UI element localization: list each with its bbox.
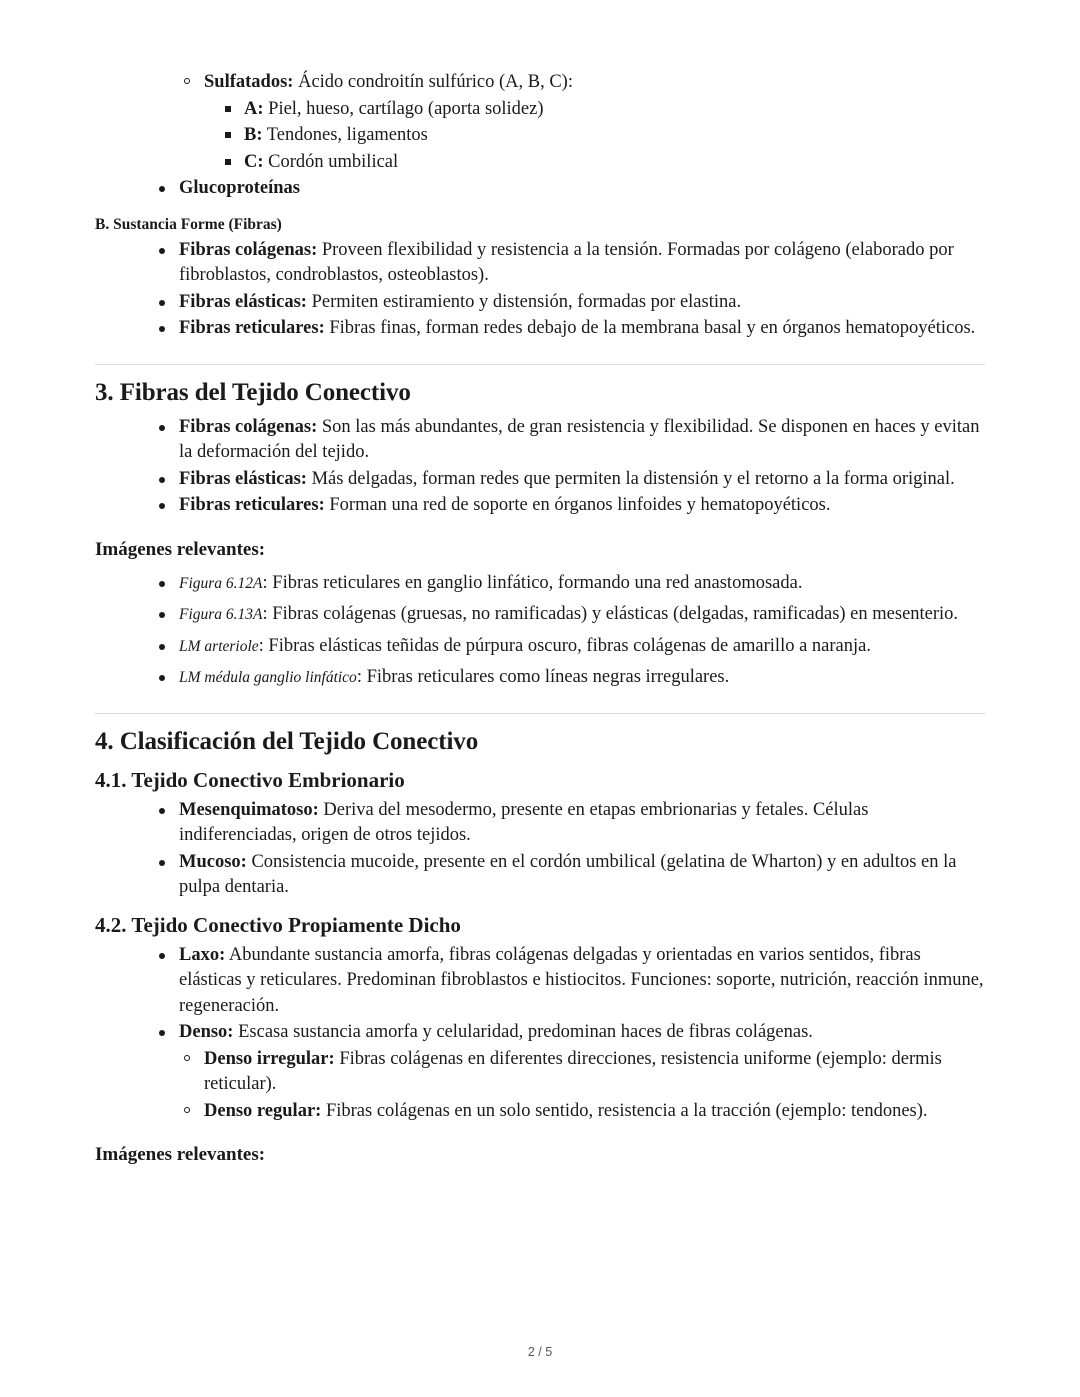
section-b-list xyxy=(95,238,985,342)
list-item xyxy=(220,150,985,176)
item-label: Fibras colágenas: xyxy=(179,416,318,437)
item-label: C: xyxy=(244,151,264,172)
list-item xyxy=(180,1047,985,1098)
section-divider xyxy=(95,364,985,365)
list-item xyxy=(155,415,985,466)
list-item xyxy=(180,70,985,96)
item-label: Fibras reticulares: xyxy=(179,495,325,516)
item-text: : Fibras reticulares como líneas negras irregulares. xyxy=(356,667,730,688)
item-label: Fibras elásticas: xyxy=(179,468,307,489)
section-4-2-heading: 4.2. Tejido Conectivo Propiamente Dicho xyxy=(95,912,461,937)
item-label: B: xyxy=(244,125,263,146)
item-text: Permiten estiramiento y distensión, formadas por elastina. xyxy=(306,291,742,312)
item-text: Consistencia mucoide, presente en el cordón umbilical (gelatina de Wharton) y en adultos en la pulpa dentaria. xyxy=(179,851,957,898)
item-label: Sulfatados: xyxy=(204,72,294,92)
item-text: : Fibras reticulares en ganglio linfático, formando una red anastomosada. xyxy=(262,572,803,593)
sulfatados-list xyxy=(95,70,985,96)
item-text: Fibras finas, forman redes debajo de la membrana basal y en órganos hematopoyéticos. xyxy=(324,318,976,339)
section-3-heading: 3. Fibras del Tejido Conectivo xyxy=(95,378,411,406)
item-text: Tendones, ligamentos xyxy=(262,125,428,146)
list-item xyxy=(155,943,985,1020)
list-item xyxy=(180,1099,985,1125)
list-item xyxy=(155,602,985,628)
figure-reference: LM médula ganglio linfático xyxy=(179,669,357,687)
list-item xyxy=(155,238,985,289)
list-item xyxy=(220,123,985,149)
figure-reference: Figura 6.12A xyxy=(179,574,263,592)
section-b-heading: B. Sustancia Forme (Fibras) xyxy=(95,215,282,233)
item-text: Son las más abundantes, de gran resistencia y flexibilidad. Se disponen en haces y evitan la deformación del tejido. xyxy=(179,416,980,463)
section-4-2-list xyxy=(95,943,985,1046)
item-label: Denso irregular: xyxy=(204,1048,335,1069)
item-text: Escasa sustancia amorfa y celularidad, predominan haces de fibras colágenas. xyxy=(233,1022,813,1043)
denso-sublist xyxy=(95,1047,985,1125)
list-item xyxy=(155,493,985,519)
page-content xyxy=(95,70,985,1166)
list-item xyxy=(155,850,985,901)
list-item xyxy=(220,97,985,123)
item-text: Abundante sustancia amorfa, fibras colágenas delgadas y orientadas en varios sentidos, fibras elásticas y reticulares. Predominan fibroblastos e histiocitos. Funciones: soporte, nutrición, reacción inmune, regeneración. xyxy=(179,944,984,1016)
figure-reference: Figura 6.13A xyxy=(179,606,263,624)
item-text: Forman una red de soporte en órganos linfoides y hematopoyéticos. xyxy=(324,495,831,516)
list-item xyxy=(155,1020,985,1046)
item-label: Mesenquimatoso: xyxy=(179,799,319,820)
list-item xyxy=(155,316,985,342)
sulfatados-sublist xyxy=(95,97,985,176)
section-4-1-list xyxy=(95,798,985,901)
item-text: Fibras colágenas en diferentes direcciones, resistencia uniforme (ejemplo: dermis reticular). xyxy=(204,1048,942,1095)
item-label: Glucoproteínas xyxy=(179,178,300,199)
item-text: Ácido condroitín sulfúrico (A, B, C): xyxy=(293,72,573,92)
item-text: Fibras colágenas en un solo sentido, resistencia a la tracción (ejemplo: tendones). xyxy=(321,1100,928,1121)
item-text: Cordón umbilical xyxy=(263,151,399,172)
list-item xyxy=(155,571,985,597)
section-4-images-label: Imágenes relevantes: xyxy=(95,1144,266,1166)
page-footer: 2 / 5 xyxy=(527,1345,553,1359)
item-text: Proveen flexibilidad y resistencia a la tensión. Formadas por colágeno (elaborado por fibroblastos, condroblastos, osteoblastos). xyxy=(179,239,954,286)
list-item xyxy=(155,467,985,493)
item-label: Fibras reticulares: xyxy=(179,318,325,339)
item-label: Laxo: xyxy=(179,944,226,965)
section-3-images-label: Imágenes relevantes: xyxy=(95,538,266,560)
item-label: Fibras colágenas: xyxy=(179,239,318,260)
item-label: Denso: xyxy=(179,1022,234,1043)
section-4-heading: 4. Clasificación del Tejido Conectivo xyxy=(95,727,479,755)
glucoproteinas-list xyxy=(95,176,985,202)
list-item xyxy=(155,176,985,202)
item-label: Fibras elásticas: xyxy=(179,291,307,312)
section-3-images-list xyxy=(95,571,985,691)
list-item xyxy=(155,798,985,849)
item-text: Deriva del mesodermo, presente en etapas embrionarias y fetales. Células indiferenciadas, origen de otros tejidos. xyxy=(179,799,869,846)
section-divider xyxy=(95,713,985,714)
item-label: A: xyxy=(244,98,264,119)
item-label: Denso regular: xyxy=(204,1100,322,1121)
item-text: : Fibras elásticas teñidas de púrpura oscuro, fibras colágenas de amarillo a naranja. xyxy=(258,635,871,656)
list-item xyxy=(155,290,985,316)
section-4-1-heading: 4.1. Tejido Conectivo Embrionario xyxy=(95,767,405,792)
figure-reference: LM arteriole xyxy=(179,637,259,655)
item-label: Mucoso: xyxy=(179,851,247,872)
section-3-list xyxy=(95,415,985,519)
item-text: Piel, hueso, cartílago (aporta solidez) xyxy=(263,98,544,119)
item-text: Más delgadas, forman redes que permiten la distensión y el retorno a la forma original. xyxy=(306,468,955,489)
list-item xyxy=(155,665,985,691)
item-text: : Fibras colágenas (gruesas, no ramificadas) y elásticas (delgadas, ramificadas) en mesenterio. xyxy=(262,604,959,625)
list-item xyxy=(155,634,985,660)
